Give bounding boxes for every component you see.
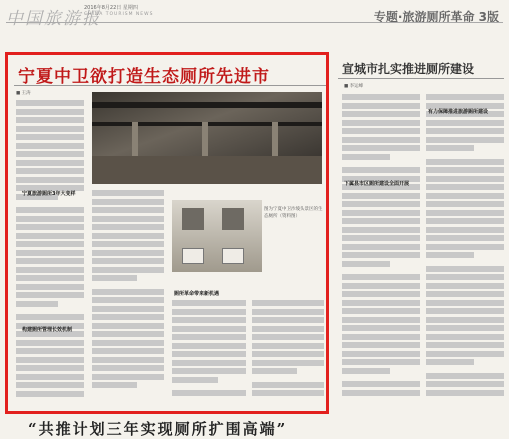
text-line <box>426 128 504 134</box>
side-headline: 宣城市扎实推进厕所建设 <box>342 62 475 76</box>
side-author: ■ 李运峰 <box>344 84 364 89</box>
text-line <box>342 317 420 323</box>
text-line <box>426 201 504 207</box>
text-line <box>426 390 504 396</box>
text-line <box>342 227 420 233</box>
text-line <box>342 244 420 250</box>
main-author: ■ 王涛 <box>16 91 31 96</box>
section-tag: 专题·旅游厕所革命 3版 <box>373 10 499 24</box>
text-line <box>342 291 420 297</box>
text-line <box>426 325 504 331</box>
text-line <box>426 184 504 190</box>
photo-caption: 图为宁夏中卫沙坡头景区的生态厕所（资料图） <box>264 207 323 219</box>
text-line <box>342 261 390 267</box>
text-line <box>426 244 504 250</box>
side-col-2 <box>426 94 504 410</box>
text-line <box>426 210 504 216</box>
bottom-headline: “共推计划三年实现厕所扩围高端” <box>28 420 288 438</box>
text-line <box>426 266 504 272</box>
text-line <box>342 103 420 109</box>
text-line <box>426 291 504 297</box>
main-headline: 宁夏中卫欲打造生态厕所先进市 <box>18 67 270 87</box>
text-line <box>426 159 504 165</box>
text-line <box>342 283 420 289</box>
text-line <box>342 390 420 396</box>
side-col-1 <box>342 94 420 410</box>
text-line <box>426 373 504 379</box>
text-line <box>342 300 420 306</box>
text-line <box>342 381 420 387</box>
masthead-logo: 中国旅游报 <box>6 9 101 29</box>
text-line <box>426 351 504 357</box>
text-line <box>342 210 420 216</box>
masthead-date: 2016年8月22日 星期四 <box>84 5 138 11</box>
text-line <box>342 193 420 199</box>
text-line <box>342 111 420 117</box>
text-line <box>426 317 504 323</box>
side-subhead-2: 有力保障推进旅游厕所建设 <box>428 109 489 115</box>
text-line <box>342 351 420 357</box>
text-line <box>342 94 420 100</box>
text-line <box>426 137 504 143</box>
text-line <box>342 308 420 314</box>
text-line <box>426 218 504 224</box>
text-line <box>426 167 504 173</box>
text-line <box>426 274 504 280</box>
text-line <box>342 201 420 207</box>
text-line <box>426 308 504 314</box>
text-line <box>426 94 504 100</box>
text-line <box>342 145 420 151</box>
masthead-site: CHINA TOURISM NEWS <box>84 12 154 17</box>
text-line <box>342 359 420 365</box>
text-line <box>342 274 420 280</box>
text-line <box>342 218 420 224</box>
text-line <box>426 176 504 182</box>
text-line <box>342 167 420 173</box>
subhead-2: 构建厕所管理长效机制 <box>22 327 73 333</box>
text-line <box>426 145 474 151</box>
text-line <box>342 235 420 241</box>
text-line <box>342 120 420 126</box>
text-line <box>426 227 504 233</box>
subhead-1: 宁夏旅游厕所3年大变样 <box>22 191 76 197</box>
text-line <box>426 235 504 241</box>
text-line <box>426 283 504 289</box>
side-rule <box>338 78 504 79</box>
text-line <box>426 252 474 258</box>
text-line <box>342 252 420 258</box>
text-line <box>426 120 504 126</box>
text-line <box>426 193 504 199</box>
text-line <box>342 137 420 143</box>
text-line <box>426 300 504 306</box>
side-subhead-1: 下属县市区厕所建设全面开展 <box>344 181 410 187</box>
subhead-3: 厕所革命带来新机遇 <box>174 291 220 297</box>
text-line <box>342 325 420 331</box>
top-rule <box>6 22 503 23</box>
text-line <box>342 334 420 340</box>
text-line <box>342 342 420 348</box>
text-line <box>426 342 504 348</box>
text-line <box>342 368 390 374</box>
red-frame <box>5 52 329 414</box>
text-line <box>426 334 504 340</box>
text-line <box>342 154 390 160</box>
text-line <box>426 381 504 387</box>
text-line <box>342 128 420 134</box>
text-line <box>426 359 474 365</box>
